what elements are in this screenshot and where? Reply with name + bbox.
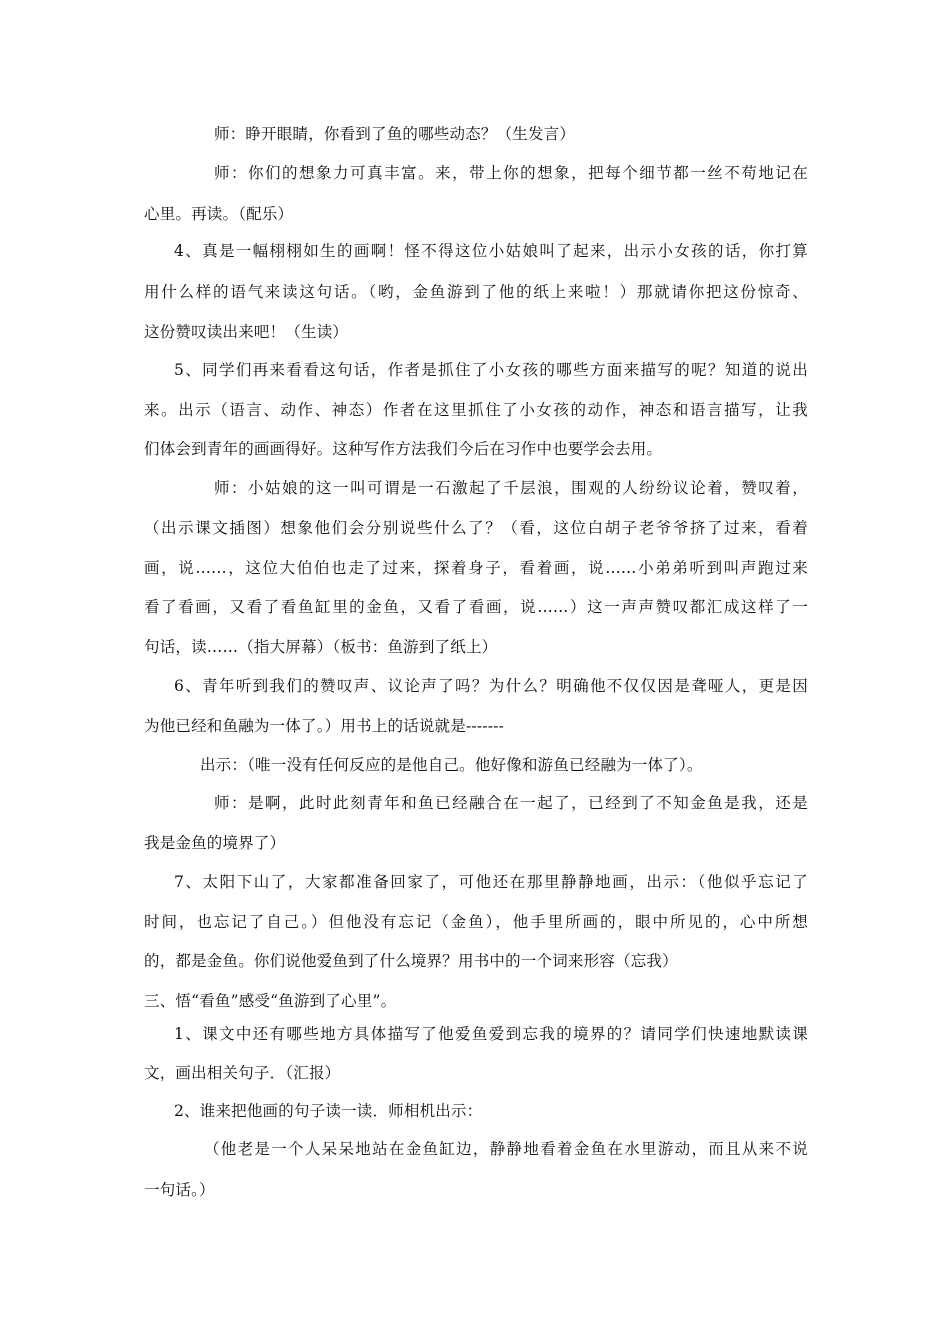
paragraph-line: 的，都是金鱼。你们说他爱鱼到了什么境界？用书中的一个词来形容（忘我） xyxy=(144,952,678,970)
paragraph-line: 5、同学们再来看看这句话，作者是抓住了小女孩的哪些方面来描写的呢？知道的说出 xyxy=(174,361,808,379)
paragraph-line: 6、青年听到我们的赞叹声、议论声了吗？为什么？明确他不仅仅因是聋哑人，更是因 xyxy=(174,677,808,695)
paragraph-line: 句话，读……（指大屏幕）（板书：鱼游到了纸上） xyxy=(144,638,498,656)
paragraph-line: （他老是一个人呆呆地站在金鱼缸边，静静地看着金鱼在水里游动，而且从来不说 xyxy=(204,1140,808,1158)
paragraph-line: 这份赞叹读出来吧！（生读） xyxy=(144,323,349,341)
paragraph-line: 画，说……，这位大伯伯也走了过来，探着身子，看着画，说……小弟弟听到叫声跑过来 xyxy=(144,559,808,577)
paragraph-line: 出示：（唯一没有任何反应的是他自己。他好像和游鱼已经融为一体了）。 xyxy=(200,756,703,774)
paragraph-line: 看了看画，又看了看鱼缸里的金鱼，又看了看画，说……）这一声声赞叹都汇成这样了一 xyxy=(144,598,808,616)
paragraph-line: 1、课文中还有哪些地方具体描写了他爱鱼爱到忘我的境界的？请同学们快速地默读课 xyxy=(174,1025,808,1043)
paragraph-line: 我是金鱼的境界了） xyxy=(144,834,286,852)
paragraph-line: 7、太阳下山了，大家都准备回家了，可他还在那里静静地画，出示：（他似乎忘记了 xyxy=(174,873,808,891)
paragraph-line: 2、谁来把他画的句子读一读．师相机出示： xyxy=(174,1102,483,1120)
paragraph-line: 们体会到青年的画画得好。这种写作方法我们今后在习作中也要学会去用。 xyxy=(144,440,663,458)
paragraph-line: 4、真是一幅栩栩如生的画啊！怪不得这位小姑娘叫了起来，出示小女孩的话，你打算 xyxy=(174,242,808,260)
section-heading: 三、悟“看鱼”感受“鱼游到了心里”。 xyxy=(144,992,397,1010)
paragraph-line: 文，画出相关句子．（汇报） xyxy=(144,1064,341,1082)
paragraph-line: 师：小姑娘的这一叫可谓是一石激起了千层浪，围观的人纷纷议论着，赞叹着， xyxy=(214,479,808,497)
paragraph-line: 师：你们的想象力可真丰富。来，带上你的想象，把每个细节都一丝不苟地记在 xyxy=(214,164,808,182)
paragraph-line: 用什么样的语气来读这句话。（哟，金鱼游到了他的纸上来啦！）那就请你把这份惊奇、 xyxy=(144,283,808,301)
paragraph-line: 心里。再读。（配乐） xyxy=(144,205,294,223)
paragraph-line: 为他已经和鱼融为一体了。）用书上的话说就是------- xyxy=(144,717,505,735)
paragraph-line: （出示课文插图）想象他们会分别说些什么了？（看，这位白胡子老爷爷挤了过来，看着 xyxy=(144,519,808,537)
paragraph-line: 一句话。） xyxy=(144,1181,215,1199)
paragraph-line: 来。出示（语言、动作、神态）作者在这里抓住了小女孩的动作，神态和语言描写，让我 xyxy=(144,401,808,419)
paragraph-line: 师：是啊，此时此刻青年和鱼已经融合在一起了，已经到了不知金鱼是我，还是 xyxy=(214,794,808,812)
paragraph-line: 师：睁开眼睛，你看到了鱼的哪些动态？（生发言） xyxy=(214,125,576,143)
paragraph-line: 时间，也忘记了自己。）但他没有忘记（金鱼），他手里所画的，眼中所见的，心中所想 xyxy=(144,913,808,931)
